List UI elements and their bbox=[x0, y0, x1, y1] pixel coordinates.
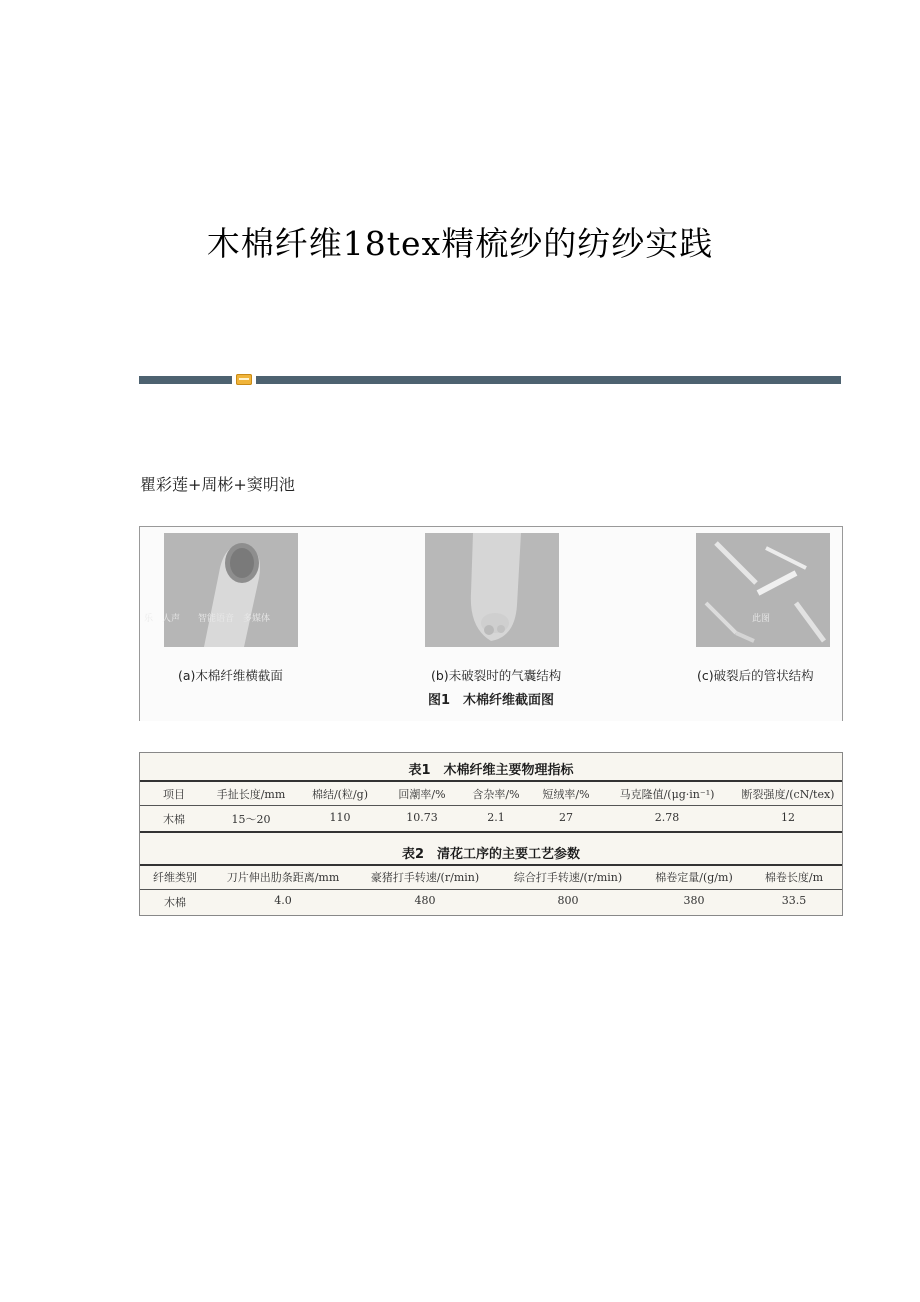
table-2-cell: 480 bbox=[414, 894, 436, 907]
table-rule bbox=[140, 864, 842, 866]
table-1-header-cell: 马克隆值/(μg·in⁻¹) bbox=[619, 788, 715, 801]
table-2-cell: 33.5 bbox=[781, 894, 807, 907]
table-1-title: 表1 木棉纤维主要物理指标 bbox=[408, 763, 574, 778]
table-1-cell: 2.1 bbox=[487, 811, 505, 824]
table-rule bbox=[140, 780, 842, 782]
figure-title: 图1 木棉纤维截面图 bbox=[427, 693, 555, 708]
table-2-header-cell: 豪猪打手转速/(r/min) bbox=[370, 871, 480, 884]
watermark-text: 乐 人声 智能语音 多媒体 bbox=[144, 614, 271, 624]
paper-title: 木棉纤维18tex精梳纱的纺纱实践 bbox=[206, 224, 714, 263]
table-1-cell: 110 bbox=[329, 811, 351, 824]
divider-bar-left bbox=[139, 376, 232, 384]
table-1-header-cell: 项目 bbox=[163, 788, 185, 801]
data-tables bbox=[139, 752, 843, 916]
table-1-cell: 木棉 bbox=[163, 813, 185, 826]
table-1-cell: 27 bbox=[559, 811, 573, 824]
table-1-header-cell: 含杂率/% bbox=[472, 788, 520, 801]
table-2-cell: 800 bbox=[557, 894, 579, 907]
figure-caption-a: (a)木棉纤维横截面 bbox=[178, 668, 283, 683]
table-1-cell: 10.73 bbox=[406, 811, 438, 824]
table-1-header-cell: 断裂强度/(cN/tex) bbox=[741, 788, 835, 801]
divider-bar-right bbox=[256, 376, 841, 384]
table-1-header-cell: 棉结/(粒/g) bbox=[311, 788, 369, 801]
table-2-header-cell: 综合打手转速/(r/min) bbox=[513, 871, 623, 884]
table-2-header-cell: 纤维类别 bbox=[153, 871, 197, 884]
watermark-text: 此图 bbox=[752, 614, 771, 624]
table-2-header-cell: 棉卷长度/m bbox=[764, 871, 824, 884]
table-1-cell: 2.78 bbox=[654, 811, 680, 824]
table-2-cell: 380 bbox=[683, 894, 705, 907]
table-1-cell: 12 bbox=[781, 811, 795, 824]
table-rule bbox=[140, 889, 842, 890]
section-divider bbox=[139, 374, 841, 386]
table-1-header-cell: 短绒率/% bbox=[542, 788, 590, 801]
table-2-header-cell: 棉卷定量/(g/m) bbox=[655, 871, 733, 884]
figure-caption-c: (c)破裂后的管状结构 bbox=[697, 668, 814, 683]
table-1-header-cell: 手扯长度/mm bbox=[216, 788, 286, 801]
table-1-cell: 15～20 bbox=[231, 813, 271, 826]
table-2-cell: 4.0 bbox=[274, 894, 292, 907]
figure-1 bbox=[139, 526, 843, 721]
air-sac-structure-image bbox=[425, 533, 559, 647]
divider-badge-icon bbox=[236, 374, 252, 385]
table-2-header-cell: 刀片伸出肋条距离/mm bbox=[226, 871, 340, 884]
figure-caption-b: (b)未破裂时的气囊结构 bbox=[431, 668, 562, 683]
table-rule bbox=[140, 831, 842, 833]
fiber-cross-section-image bbox=[164, 533, 298, 647]
tubular-structure-image bbox=[696, 533, 830, 647]
table-2-cell: 木棉 bbox=[164, 896, 186, 909]
table-2-title: 表2 清花工序的主要工艺参数 bbox=[401, 847, 581, 862]
authors-line: 瞿彩莲+周彬+窦明池 bbox=[140, 475, 295, 494]
table-1-header-cell: 回潮率/% bbox=[398, 788, 446, 801]
table-rule bbox=[140, 805, 842, 806]
